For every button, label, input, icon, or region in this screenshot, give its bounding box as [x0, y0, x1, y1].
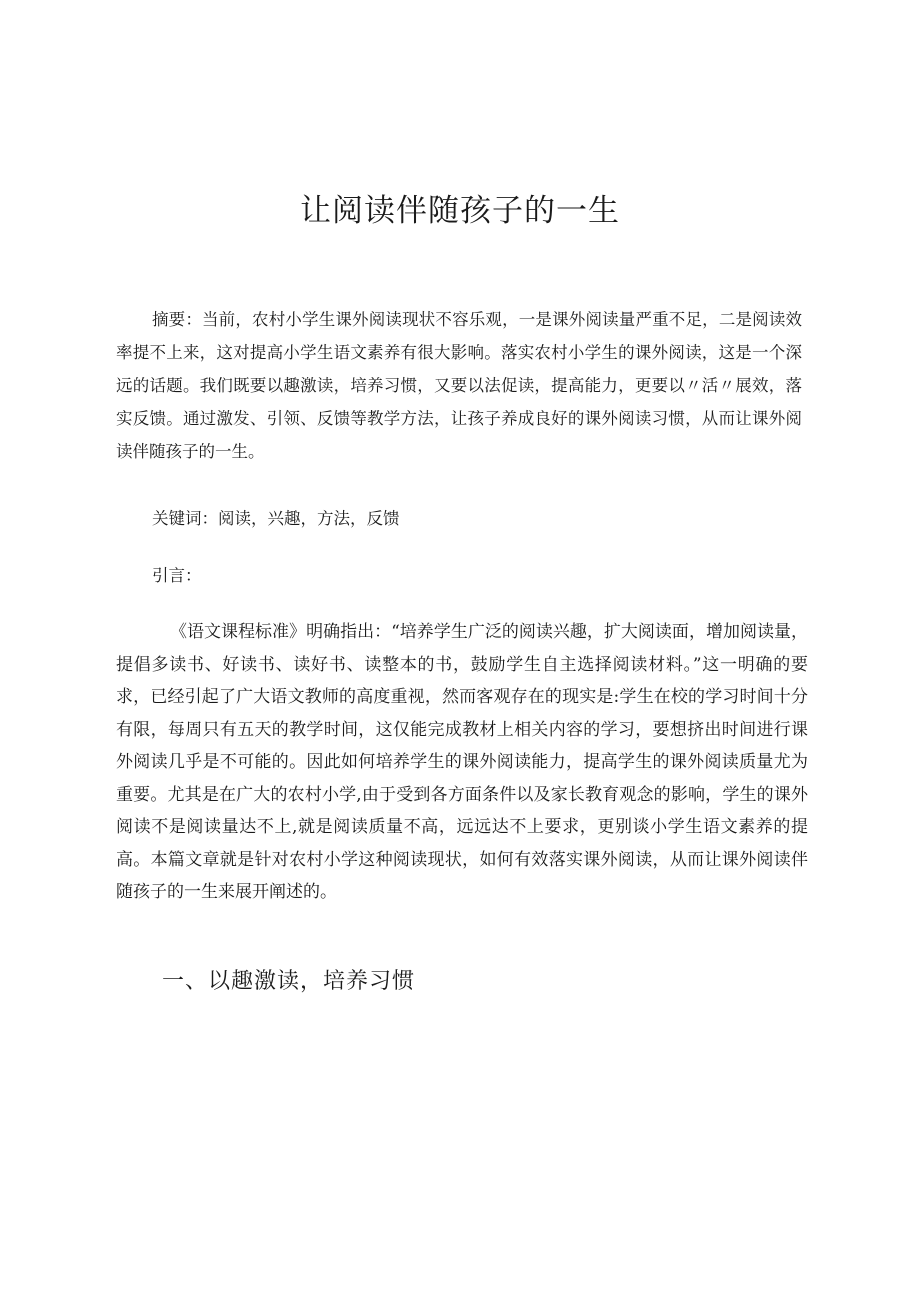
intro-label: 引言：: [152, 566, 202, 585]
keywords-line: 关键词：阅读，兴趣，方法，反馈: [152, 509, 400, 528]
section-heading-1: 一、以趣激读，培养习惯: [162, 969, 416, 994]
intro-paragraph: 《语文课程标准》明确指出：“培养学生广泛的阅读兴趣，扩大阅读面，增加阅读量，提倡多读书、好读书、读好书、读整本的书，鼓励学生自主选择阅读材料。”这一明确的要求，已经引起了广大语文教师的高度重视，然而客观存在的现实是:学生在校的学习时间十分有限，每周只有五天的教学时间，这仅能完成教材上相关内容的学习，要想挤出时间进行课外阅读几乎是不可能的。因此如何培养学生的课外阅读能力，提高学生的课外阅读质量尤为重要。尤其是在广大的农村小学,由于受到各方面条件以及家长教育观念的影响，学生的课外阅读不是阅读量达不上,就是阅读质量不高，远远达不上要求，更别谈小学生语文素养的提高。本篇文章就是针对农村小学这种阅读现状，如何有效落实课外阅读，从而让课外阅读伴随孩子的一生来展开阐述的。: [116, 622, 808, 902]
abstract-paragraph: 摘要：当前，农村小学生课外阅读现状不容乐观，一是课外阅读量严重不足，二是阅读效率提不上来，这对提高小学生语文素养有很大影响。落实农村小学生的课外阅读，这是一个深远的话题。我们既要以趣激读，培养习惯，又要以法促读，提高能力，更要以〃活〃展效，落实反馈。通过激发、引领、反馈等教学方法，让孩子养成良好的课外阅读习惯，从而让课外阅读伴随孩子的一生。: [116, 310, 802, 461]
document-title: 让阅读伴随孩子的一生: [300, 192, 620, 229]
